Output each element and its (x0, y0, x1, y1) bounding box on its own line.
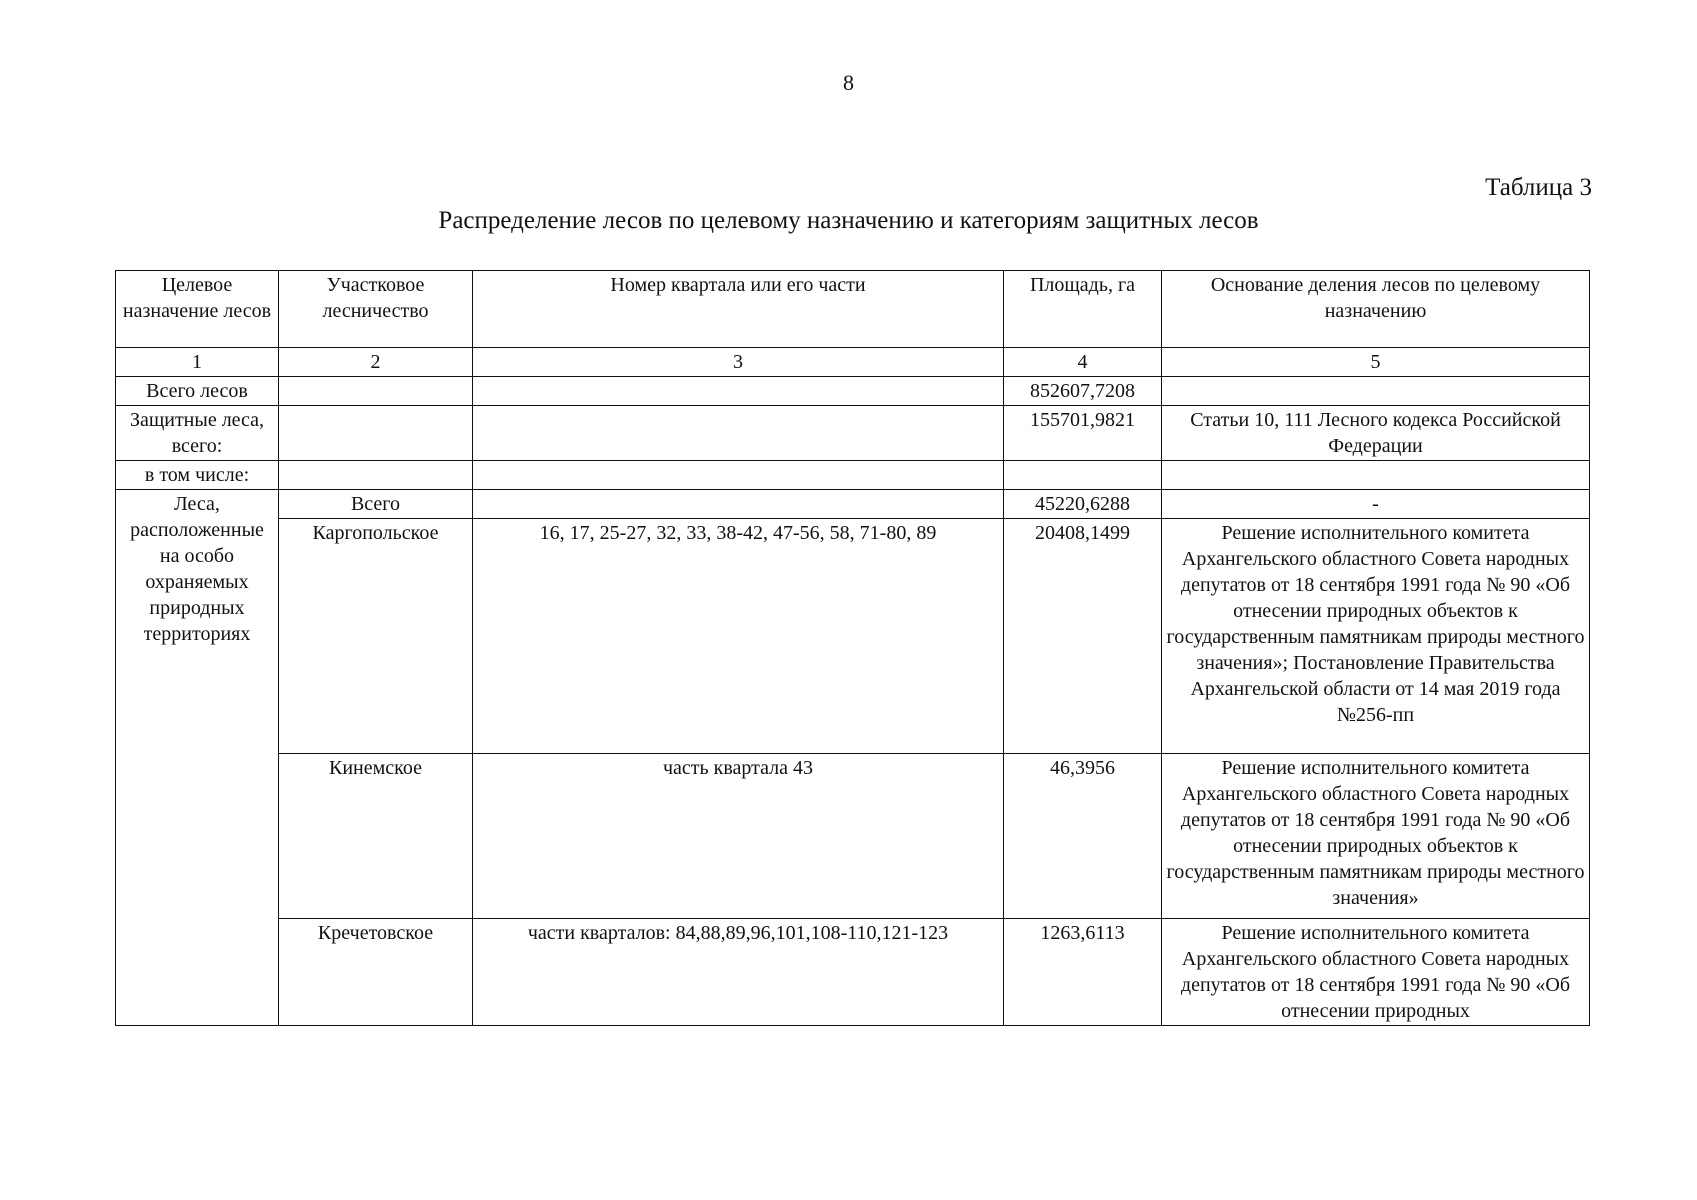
forestry-name: Каргопольское (279, 519, 473, 754)
table-row-kinemskoe (116, 754, 1590, 919)
header-purpose: Целевое назначение лесов (116, 271, 279, 348)
total-area: 852607,7208 (1004, 377, 1162, 406)
forestry-name: Кинемское (279, 754, 473, 919)
table-label: Таблица 3 (1485, 174, 1592, 201)
forestry-name: Кречетовское (279, 919, 473, 1026)
empty-cell (1004, 461, 1162, 490)
forest-distribution-table (115, 270, 1590, 1026)
column-number: 5 (1162, 348, 1590, 377)
basis-text: Решение исполнительного комитета Архангельского областного Совета народных депутатов от 18 сентября 1991 года № 90 «Об отнесении природных объектов к государственным памятникам природы местного значения»; Постановление Правительства Архангельской области от 14 мая 2019 года №256-пп (1162, 519, 1590, 754)
quarter-numbers: часть квартала 43 (473, 754, 1004, 919)
empty-cell (1162, 377, 1590, 406)
column-number-row (116, 348, 1590, 377)
basis-text: Решение исполнительного комитета Архангельского областного Совета народных депутатов от 18 сентября 1991 года № 90 «Об отнесении природных объектов к государственным памятникам природы местного значения» (1162, 754, 1590, 919)
quarter-numbers: 16, 17, 25-27, 32, 33, 38-42, 47-56, 58, 71-80, 89 (473, 519, 1004, 754)
header-area: Площадь, га (1004, 271, 1162, 348)
empty-cell (279, 461, 473, 490)
oopt-total-label: Всего (279, 490, 473, 519)
empty-cell (1162, 461, 1590, 490)
empty-cell (279, 406, 473, 461)
header-basis: Основание деления лесов по целевому назначению (1162, 271, 1590, 348)
protective-basis: Статьи 10, 111 Лесного кодекса Российской Федерации (1162, 406, 1590, 461)
table-row-including (116, 461, 1590, 490)
area-value: 1263,6113 (1004, 919, 1162, 1026)
quarter-numbers: части кварталов: 84,88,89,96,101,108-110,121-123 (473, 919, 1004, 1026)
column-number: 2 (279, 348, 473, 377)
page-number: 8 (843, 70, 854, 95)
basis-text: Решение исполнительного комитета Архангельского областного Совета народных депутатов от 18 сентября 1991 года № 90 «Об отнесении природных (1162, 919, 1590, 1026)
column-number: 3 (473, 348, 1004, 377)
including-label: в том числе: (116, 461, 279, 490)
area-value: 20408,1499 (1004, 519, 1162, 754)
area-value: 46,3956 (1004, 754, 1162, 919)
empty-cell (473, 406, 1004, 461)
oopt-total-area: 45220,6288 (1004, 490, 1162, 519)
total-purpose: Всего лесов (116, 377, 279, 406)
protective-purpose: Защитные леса, всего: (116, 406, 279, 461)
empty-cell (279, 377, 473, 406)
table-row-oopt-total (116, 490, 1590, 519)
empty-cell (473, 461, 1004, 490)
document-title: Распределение лесов по целевому назначению и категориям защитных лесов (438, 207, 1259, 234)
table-row-total (116, 377, 1590, 406)
table-row-protective (116, 406, 1590, 461)
table-row-krechetovskoe (116, 919, 1590, 1026)
column-number: 4 (1004, 348, 1162, 377)
header-quarters: Номер квартала или его части (473, 271, 1004, 348)
oopt-total-basis: - (1162, 490, 1590, 519)
empty-cell (473, 377, 1004, 406)
empty-cell (473, 490, 1004, 519)
table-header-row (116, 271, 1590, 348)
protective-area: 155701,9821 (1004, 406, 1162, 461)
header-forestry: Участковое лесничество (279, 271, 473, 348)
column-number: 1 (116, 348, 279, 377)
oopt-purpose: Леса, расположенные на особо охраняемых природных территориях (116, 490, 279, 1026)
table-row-kargopolskoe (116, 519, 1590, 754)
